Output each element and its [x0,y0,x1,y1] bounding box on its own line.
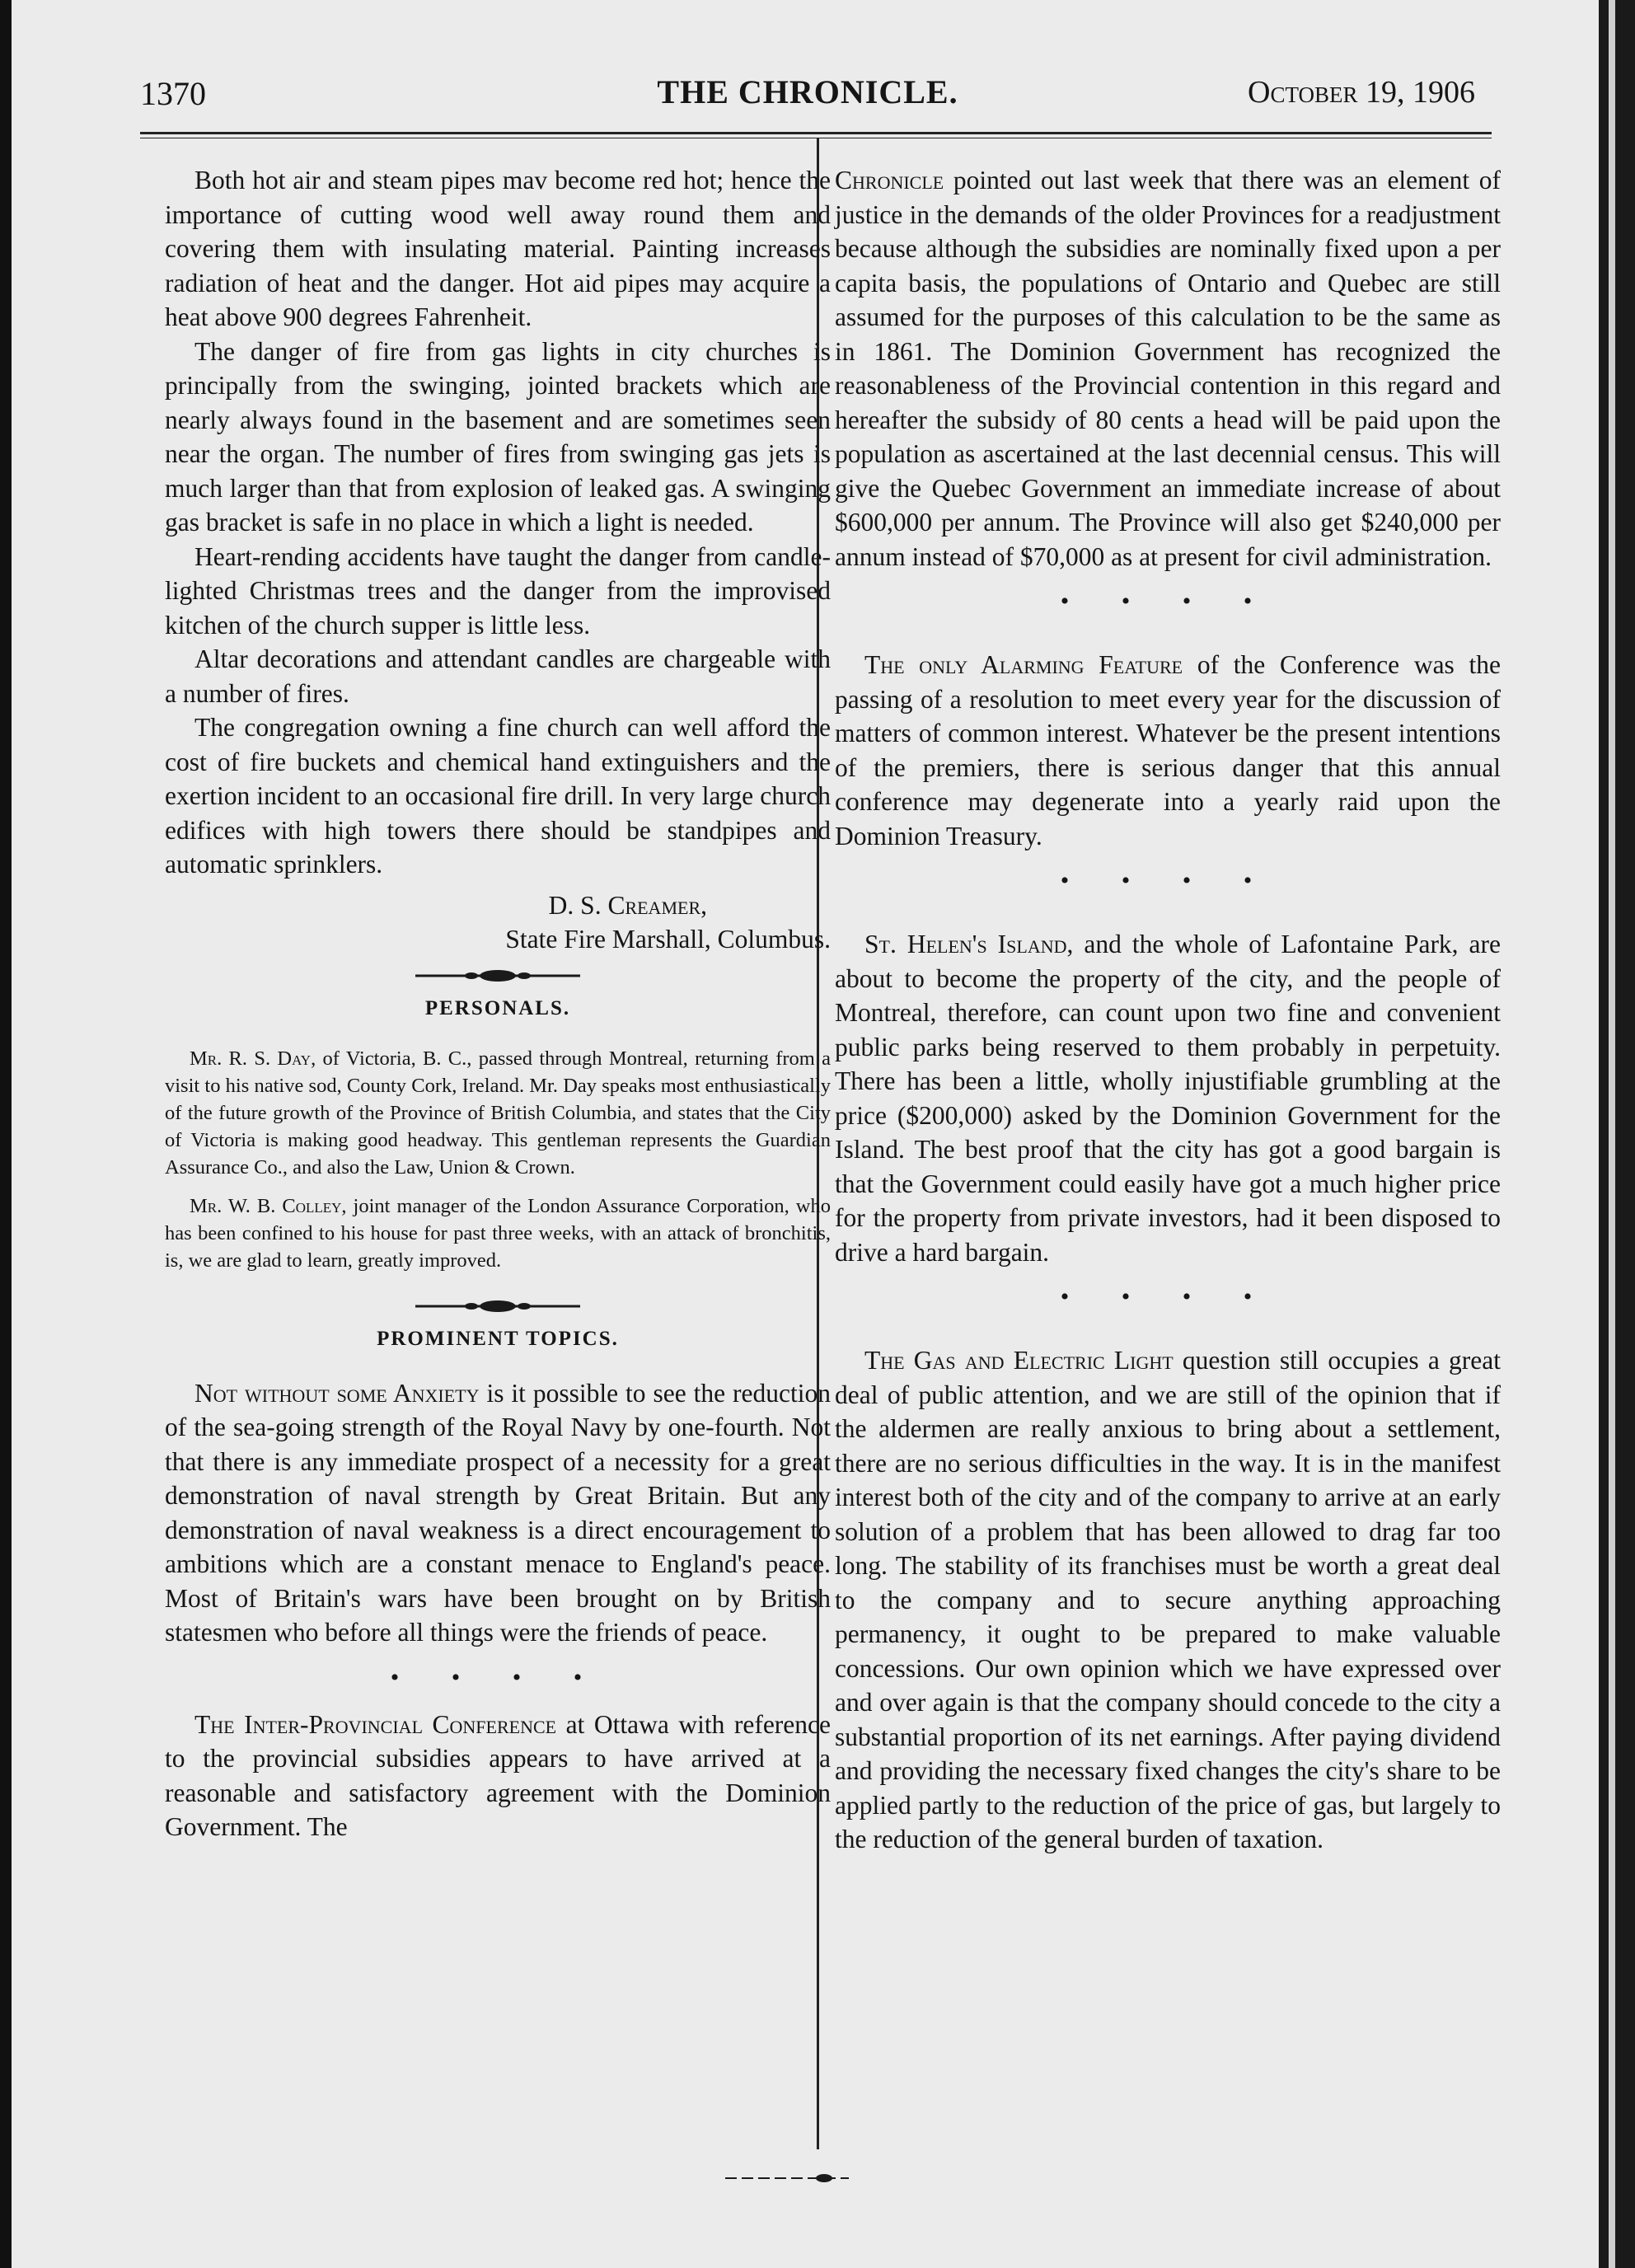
issue-date: October 19, 1906 [1248,75,1475,110]
prominent-topics-section [165,1322,831,1844]
topic-lead: The Gas and Electric Light [864,1346,1174,1375]
running-title: THE CHRONICLE. [657,73,958,110]
topic-lead: The only Alarming Feature [864,650,1183,679]
personal-item [165,1045,831,1181]
left-column [165,163,831,1844]
topic-paragraph [165,1708,831,1844]
right-column [835,163,1501,1857]
article-paragraph: The congregation owning a fine church can well afford the cost of fire buckets and chemical hand extinguishers and the exertion incident to an occasional fire drill. In very large church edifices with high towers there should be standpipes and automatic sprinklers. [165,713,831,879]
section-ornament [407,1299,588,1314]
header-rule [140,132,1492,138]
topic-paragraph [835,1343,1501,1857]
scan-margin [1599,0,1635,2268]
spacer [835,911,1501,927]
topic-text: of the Conference was the passing of a resolution to meet every year for the discussion of matters of common interest. Whatever be the present intentions of the premiers, there is serious danger that this annual conference may degenerate into a yearly raid upon the Dominion Treasury. [835,650,1501,850]
topic-text: and the whole of Lafontaine Park, are about to become the property of the city, and the people of Montreal, therefore, can count upon two fine and convenient public parks being reserved to them probably in perpetuity. There has been a little, wholly injustifiable grumbling at the price ($200,000) asked by the Dominion Government for the Island. The best proof that the city has got a good bargain is that the Government could easily have got a much higher price for the property from private investors, had it been disposed to drive a hard bargain. [835,930,1501,1267]
personal-text: of Victoria, B. C., passed through Montreal, returning from a visit to his native sod, County Cork, Ireland. Mr. Day speaks most enthusiastically of the future growth of the Province of British Columbia, and states that the City of Victoria is making good headway. This gentleman represents the Guardian Assurance Co., and also the Law, Union & Crown. [165,1047,831,1179]
topic-lead: Not without some Anxiety [194,1378,480,1408]
prominent-topics-heading: PROMINENT TOPICS. [377,1328,619,1350]
topic-text: is it possible to see the reduction of the sea-going strength of the Royal Navy by one-fourth. Not that there is any immediate prospect of a necessity for a great demonstration of naval strength by Great Britain. But any demonstration of naval weakness is a direct encouragement to ambitions which are a constant menace to England's peace. Most of Britain's wars have been brought on by British statesmen who before all things were the friends of peace. [165,1378,831,1647]
topic-text: question still occupies a great deal of public attention, and we are still of the opinion that if the aldermen are really anxious to bring about a settlement, there are no serious difficulties in the way. It is in the manifest interest both of the city and of the company to arrive at an early solution of a problem that has been allowed to drag far too long. The stability of its franchises must be worth a great deal to the company and to secure anything approaching permanency, it ought to be prepared to make valuable concessions. Our own opinion which we have expressed over and over again is that the company should concede to the city a substantial proportion of its net earnings. After paying dividend and providing the necessary fixed changes the city's share to be applied partly to the reduction of the price of gas, but largely to the reduction of the general burden of taxation. [835,1346,1501,1853]
topic-paragraph [165,1376,831,1650]
spacer [835,631,1501,648]
page-header [140,64,1475,122]
fire-article [165,163,831,957]
topic-lead: St. Helen's Island, [864,930,1074,958]
topic-text: at Ottawa with reference to the provincial subsidies appears to have arrived at a reasonable and satisfactory agreement with the Dominion Government. The [165,1709,831,1841]
article-paragraph: Heart-rending accidents have taught the danger from candle-lighted Christmas trees and the danger from the improvised kitchen of the church supper is little less. [165,541,831,640]
signature-title: State Fire Marshall, Columbus. [505,925,831,954]
personal-text: joint manager of the London Assurance Corporation, who has been confined to his house for past three weeks, with an attack of bronchitis, is, we are glad to learn, greatly improved. [165,1195,831,1272]
section-ornament [407,968,588,983]
dot-separator: • • • • [390,1663,606,1691]
footer-ornament [676,2171,857,2186]
article-paragraph: The danger of fire from gas lights in city churches is principally from the swinging, jointed brackets which are nearly always found in the basement and are sometimes seen near the organ. The number of fires from swinging gas jets is much larger than that from explosion of leaked gas. A swinging gas bracket is safe in no place in which a light is needed. [165,336,831,537]
signature-name: D. S. Creamer, [548,890,707,920]
topic-lead: Chronicle [835,166,944,194]
article-signature [165,888,831,957]
personal-name: Mr. R. S. Day, [190,1047,316,1070]
topic-paragraph [835,163,1501,574]
personal-item [165,1193,831,1274]
dot-separator: • • • • [1060,588,1276,615]
adjacent-page-edge [1609,0,1615,2268]
dot-separator: • • • • [1060,867,1276,894]
article-paragraph: Altar decorations and attendant candles are chargeable with a number of fires. [165,644,831,708]
topic-text: pointed out last week that there was an element of justice in the demands of the older Provinces for a readjustment because although the subsidies are nominally fixed upon a per capita basis, the populations of Ontario and Quebec are still assumed for the purposes of this calculation to be the same as in 1861. The Dominion Government has recognized the reasonableness of the Provincial contention in this regard and hereafter the subsidy of 80 cents a head will be paid upon the population as ascertained at the last decennial census. This will give the Quebec Government an immediate increase of about $600,000 per annum. The Province will also get $240,000 per annum instead of $70,000 as at present for civil administration. [835,166,1501,571]
personals-section [165,991,831,1275]
topic-lead: The Inter-Provincial Conference [194,1709,557,1739]
topic-paragraph [835,927,1501,1269]
spacer [835,1327,1501,1343]
dot-separator: • • • • [1060,1283,1276,1310]
page-number: 1370 [140,75,206,112]
personals-heading: PERSONALS. [424,996,571,1019]
topic-paragraph [835,648,1501,853]
personal-name: Mr. W. B. Colley, [190,1195,347,1217]
article-paragraph: Both hot air and steam pipes mav become red hot; hence the importance of cutting wood well away round them and covering them with insulating material. Painting increases radiation of heat and the danger. Hot aid pipes may acquire a heat above 900 degrees Fahrenheit. [165,166,831,331]
personals-list [165,1045,831,1274]
